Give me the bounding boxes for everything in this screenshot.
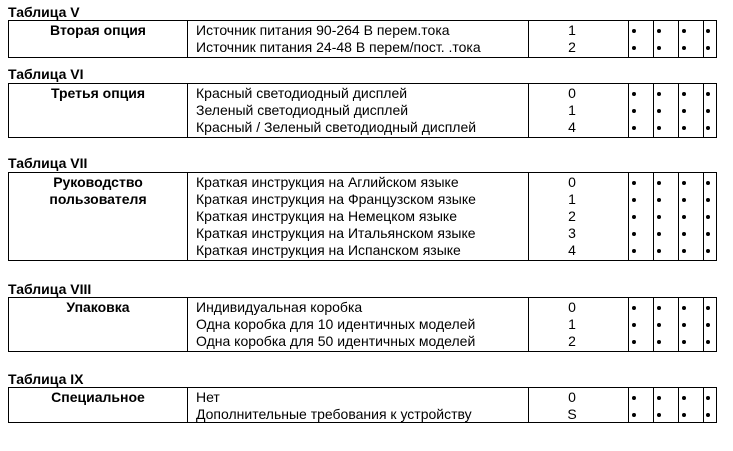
availability-dot-icon xyxy=(657,215,661,219)
availability-dot-icon xyxy=(682,92,686,96)
table-title: Таблица VII xyxy=(8,155,88,171)
table-row xyxy=(9,102,716,119)
availability-dot-icon xyxy=(706,249,710,253)
availability-dot-icon xyxy=(706,181,710,185)
availability-dot-icon xyxy=(632,306,636,310)
option-code: 4 xyxy=(568,119,576,135)
table-row xyxy=(9,406,716,423)
option-description: Нет xyxy=(196,389,220,405)
availability-dot-icon xyxy=(657,306,661,310)
availability-dot-icon xyxy=(632,109,636,113)
availability-dot-icon xyxy=(682,340,686,344)
availability-dot-icon xyxy=(632,92,636,96)
options-table xyxy=(8,387,717,423)
option-description: Краткая инструкция на Итальянском языке xyxy=(196,225,476,241)
option-description: Красный светодиодный дисплей xyxy=(196,85,408,101)
availability-dot-icon xyxy=(682,323,686,327)
table-title: Таблица IX xyxy=(8,371,84,387)
availability-dot-icon xyxy=(682,181,686,185)
option-code: 1 xyxy=(568,316,576,332)
availability-dot-icon xyxy=(657,109,661,113)
availability-dot-icon xyxy=(706,323,710,327)
table-row xyxy=(9,85,716,102)
options-table xyxy=(8,83,717,138)
availability-dot-icon xyxy=(632,126,636,130)
availability-dot-icon xyxy=(706,215,710,219)
table-row xyxy=(9,119,716,136)
availability-dot-icon xyxy=(657,249,661,253)
table-title: Таблица V xyxy=(8,4,80,20)
availability-dot-icon xyxy=(706,396,710,400)
availability-dot-icon xyxy=(682,306,686,310)
option-code: 1 xyxy=(568,191,576,207)
availability-dot-icon xyxy=(682,413,686,417)
option-category: Руководство пользователя xyxy=(49,174,147,207)
availability-dot-icon xyxy=(706,29,710,33)
options-table xyxy=(8,172,717,261)
availability-dot-icon xyxy=(632,198,636,202)
table-row xyxy=(9,316,716,333)
availability-dot-icon xyxy=(682,396,686,400)
option-code: 2 xyxy=(568,333,576,349)
availability-dot-icon xyxy=(632,340,636,344)
availability-dot-icon xyxy=(706,413,710,417)
table-row xyxy=(9,208,716,225)
table-row xyxy=(9,22,716,39)
availability-dot-icon xyxy=(632,396,636,400)
option-description: Краткая инструкция на Немецком языке xyxy=(196,208,457,224)
availability-dot-icon xyxy=(682,198,686,202)
availability-dot-icon xyxy=(706,109,710,113)
availability-dot-icon xyxy=(657,46,661,50)
option-description: Краткая инструкция на Французском языке xyxy=(196,191,476,207)
option-code: S xyxy=(567,406,577,422)
availability-dot-icon xyxy=(682,46,686,50)
table-row xyxy=(9,389,716,406)
options-table xyxy=(8,20,717,58)
availability-dot-icon xyxy=(657,29,661,33)
availability-dot-icon xyxy=(632,215,636,219)
option-code: 2 xyxy=(568,39,576,55)
table-row xyxy=(9,191,716,208)
availability-dot-icon xyxy=(632,46,636,50)
availability-dot-icon xyxy=(632,232,636,236)
availability-dot-icon xyxy=(657,181,661,185)
availability-dot-icon xyxy=(632,249,636,253)
availability-dot-icon xyxy=(706,92,710,96)
option-category: Третья опция xyxy=(50,85,146,101)
table-row xyxy=(9,225,716,242)
availability-dot-icon xyxy=(682,249,686,253)
availability-dot-icon xyxy=(682,215,686,219)
option-code: 1 xyxy=(568,22,576,38)
table-row xyxy=(9,333,716,350)
option-category: Специальное xyxy=(51,389,145,405)
availability-dot-icon xyxy=(682,109,686,113)
option-code: 0 xyxy=(568,174,576,190)
availability-dot-icon xyxy=(706,232,710,236)
availability-dot-icon xyxy=(657,198,661,202)
availability-dot-icon xyxy=(657,396,661,400)
option-description: Краткая инструкция на Аглийском языке xyxy=(196,174,459,190)
option-description: Дополнительные требования к устройству xyxy=(196,406,472,422)
availability-dot-icon xyxy=(682,126,686,130)
option-description: Одна коробка для 50 идентичных моделей xyxy=(196,333,476,349)
table-title: Таблица VI xyxy=(8,66,84,82)
availability-dot-icon xyxy=(632,323,636,327)
availability-dot-icon xyxy=(657,340,661,344)
option-description: Источник питания 90-264 В перем.тока xyxy=(196,22,450,38)
availability-dot-icon xyxy=(657,323,661,327)
table-row xyxy=(9,299,716,316)
availability-dot-icon xyxy=(632,413,636,417)
availability-dot-icon xyxy=(657,413,661,417)
availability-dot-icon xyxy=(657,232,661,236)
option-description: Красный / Зеленый светодиодный дисплей xyxy=(196,119,477,135)
availability-dot-icon xyxy=(632,29,636,33)
option-code: 3 xyxy=(568,225,576,241)
table-row xyxy=(9,174,716,191)
availability-dot-icon xyxy=(706,126,710,130)
availability-dot-icon xyxy=(706,198,710,202)
option-code: 0 xyxy=(568,389,576,405)
availability-dot-icon xyxy=(706,46,710,50)
options-table xyxy=(8,297,717,352)
option-description: Источник питания 24-48 В перем/пост. .тока xyxy=(196,39,481,55)
option-description: Краткая инструкция на Испанском языке xyxy=(196,242,461,258)
option-category: Упаковка xyxy=(66,299,130,315)
availability-dot-icon xyxy=(632,181,636,185)
table-row xyxy=(9,242,716,259)
option-code: 0 xyxy=(568,85,576,101)
availability-dot-icon xyxy=(682,232,686,236)
availability-dot-icon xyxy=(657,126,661,130)
option-code: 2 xyxy=(568,208,576,224)
availability-dot-icon xyxy=(657,92,661,96)
option-description: Одна коробка для 10 идентичных моделей xyxy=(196,316,476,332)
option-code: 4 xyxy=(568,242,576,258)
table-title: Таблица VIII xyxy=(8,281,92,297)
option-code: 1 xyxy=(568,102,576,118)
option-description: Индивидуальная коробка xyxy=(196,299,363,315)
option-description: Зеленый светодиодный дисплей xyxy=(196,102,409,118)
option-category: Вторая опция xyxy=(50,22,146,38)
option-code: 0 xyxy=(568,299,576,315)
table-row xyxy=(9,39,716,56)
availability-dot-icon xyxy=(706,306,710,310)
availability-dot-icon xyxy=(706,340,710,344)
availability-dot-icon xyxy=(682,29,686,33)
